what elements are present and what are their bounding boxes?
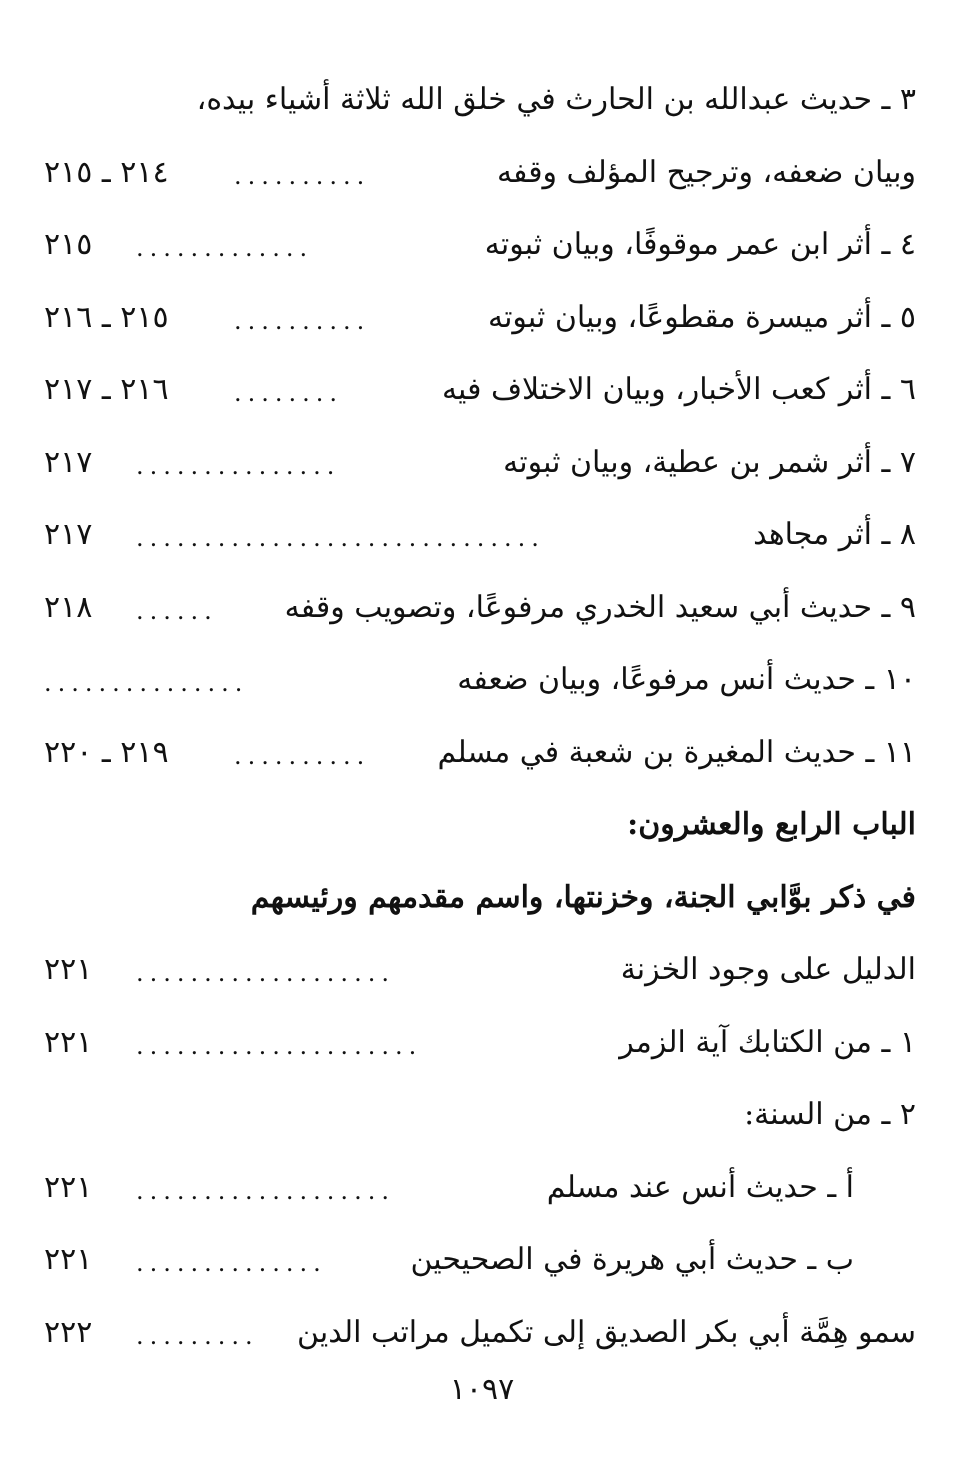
- toc-entry-3: [44, 64, 916, 137]
- page-number: ٢٢١: [44, 1024, 93, 1060]
- page-number: ٢٢١: [44, 952, 93, 988]
- dot-leader: .........: [136, 1321, 259, 1348]
- entry-text: ٩ ـ حديث أبي سعيد الخدري مرفوعًا، وتصويب وقفه: [284, 589, 916, 625]
- entry-text: ٣ ـ حديث عبدالله بن الحارث في خلق الله ثلاثة أشياء بيده،: [196, 82, 916, 118]
- page-number: ٢١٥: [44, 227, 93, 263]
- toc-entry-4: [44, 209, 916, 282]
- entry-text: ب ـ حديث أبي هريرة في الصحيحين: [410, 1242, 854, 1278]
- page-number: ٢٢١: [44, 1242, 93, 1278]
- chapter-title: الباب الرابع والعشرون:: [627, 807, 916, 843]
- toc-entry-5: [44, 282, 916, 355]
- dot-leader: ......: [136, 596, 218, 623]
- chapter-subtitle: في ذكر بوَّابي الجنة، وخزنتها، واسم مقدمهم ورئيسهم: [250, 879, 916, 915]
- toc-list: [44, 64, 916, 1369]
- entry-text: ٦ ـ أثر كعب الأخبار، وبيان الاختلاف فيه: [441, 372, 916, 408]
- chapter-subheading: [44, 862, 916, 935]
- entry-text: ١٠ ـ حديث أنس مرفوعًا، وبيان ضعفه: [457, 662, 916, 698]
- dot-leader: .............: [136, 234, 314, 261]
- toc-entry-sunnah: [44, 1079, 916, 1152]
- toc-entry-9: [44, 572, 916, 645]
- dot-leader: ..........: [234, 741, 371, 768]
- entry-text: ٥ ـ أثر ميسرة مقطوعًا، وبيان ثبوته: [488, 299, 916, 335]
- page-number: ٢١٧: [44, 517, 93, 553]
- entry-text: وبيان ضعفه، وترجيح المؤلف وقفه: [496, 154, 916, 190]
- entry-text: ٧ ـ أثر شمر بن عطية، وبيان ثبوته: [503, 444, 916, 480]
- page-number: ٢١٤ ـ ٢١٥: [44, 154, 169, 190]
- toc-entry-abubakr: [44, 1297, 916, 1370]
- dot-leader: ...................: [136, 959, 395, 986]
- page-number: ٢٢١: [44, 1169, 93, 1205]
- entry-text: ٤ ـ أثر ابن عمر موقوفًا، وبيان ثبوته: [484, 227, 916, 263]
- entry-text: ١١ ـ حديث المغيرة بن شعبة في مسلم: [437, 734, 916, 770]
- dot-leader: ...............: [136, 451, 341, 478]
- toc-entry-11: [44, 717, 916, 790]
- dot-leader: ........: [234, 379, 344, 406]
- toc-entry-sunnah-b: [44, 1224, 916, 1297]
- entry-text: ٢ ـ من السنة:: [744, 1097, 916, 1133]
- page-number: ٢١٩ ـ ٢٢٠: [44, 734, 169, 770]
- dot-leader: ...............: [44, 669, 249, 696]
- dot-leader: ..............................: [136, 524, 545, 551]
- toc-entry-6: [44, 354, 916, 427]
- dot-leader: ..........: [234, 306, 371, 333]
- dot-leader: ..............: [136, 1249, 327, 1276]
- page-number: ٢٢٢: [44, 1314, 93, 1350]
- toc-entry-7: [44, 427, 916, 500]
- page-folio: ١٠٩٧: [449, 1372, 515, 1407]
- toc-entry-10: [44, 644, 916, 717]
- dot-leader: ...................: [136, 1176, 395, 1203]
- entry-text: أ ـ حديث أنس عند مسلم: [546, 1169, 854, 1205]
- entry-text: سمو هِمَّة أبي بكر الصديق إلى تكميل مراتب الدين: [297, 1314, 916, 1350]
- entry-text: ٨ ـ أثر مجاهد: [753, 517, 916, 553]
- toc-entry-quran: [44, 1007, 916, 1080]
- page-number: ٢١٦ ـ ٢١٧: [44, 372, 169, 408]
- entry-text: الدليل على وجود الخزنة: [620, 952, 916, 988]
- chapter-heading: [44, 789, 916, 862]
- dot-leader: ..........: [234, 161, 371, 188]
- page-number: ٢١٧: [44, 444, 93, 480]
- toc-entry-8: [44, 499, 916, 572]
- entry-text: ١ ـ من الكتابك آية الزمر: [619, 1024, 916, 1060]
- dot-leader: .....................: [136, 1031, 423, 1058]
- toc-entry-evidence: [44, 934, 916, 1007]
- page-number: ٢١٥ ـ ٢١٦: [44, 299, 169, 335]
- toc-entry-sunnah-a: [44, 1152, 916, 1225]
- page-number: ٢١٨: [44, 589, 93, 625]
- toc-entry-3-cont: [44, 137, 916, 210]
